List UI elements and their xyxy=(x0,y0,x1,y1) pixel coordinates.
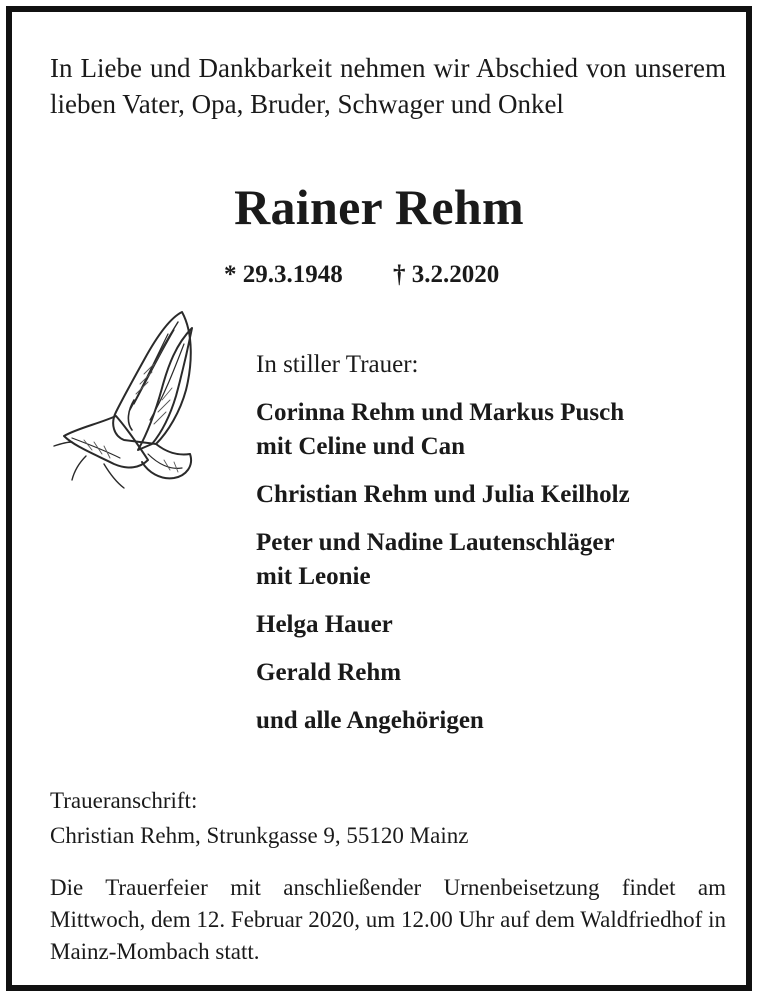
mourner-line: Christian Rehm und Julia Keilholz xyxy=(256,481,630,508)
mourner-line: mit Leonie xyxy=(256,563,371,590)
ceremony-text: Die Trauerfeier mit anschließender Urnenbeisetzung findet am Mittwoch, dem 12. Februar 2020, um 12.00 Uhr auf dem Waldfriedhof in Mainz-Mombach statt. xyxy=(50,875,726,964)
intro-text: In Liebe und Dankbarkeit nehmen wir Abschied von unserem lieben Vater, Opa, Bruder, Schwager und Onkel xyxy=(50,53,726,119)
mourner-entry xyxy=(256,478,736,512)
mourner-line: Corinna Rehm und Markus Pusch xyxy=(256,399,625,426)
death-date: † 3.2.2020 xyxy=(393,261,500,288)
deceased-name: Rainer Rehm xyxy=(234,179,524,235)
mourner-entry xyxy=(256,526,736,594)
obituary-notice xyxy=(6,6,752,991)
mourner-entry xyxy=(256,704,736,738)
address-block xyxy=(50,783,468,853)
mourner-line: und alle Angehörigen xyxy=(256,707,484,734)
mourner-line: mit Celine und Can xyxy=(256,433,466,460)
mourner-line: Peter und Nadine Lautenschläger xyxy=(256,529,615,556)
mourner-entry xyxy=(256,608,736,642)
praying-hands-icon xyxy=(44,304,204,499)
life-dates xyxy=(224,261,499,289)
mourner-entry xyxy=(256,396,736,464)
birth-date: * 29.3.1948 xyxy=(224,261,343,288)
mourning-label: In stiller Trauer: xyxy=(256,351,419,378)
mourner-line: Helga Hauer xyxy=(256,611,393,638)
mourner-entry xyxy=(256,656,736,690)
mourner-line: Gerald Rehm xyxy=(256,659,402,686)
mourners-list xyxy=(256,348,736,752)
address-label: Traueranschrift: xyxy=(50,788,198,813)
address-text: Christian Rehm, Strunkgasse 9, 55120 Mainz xyxy=(50,823,469,848)
